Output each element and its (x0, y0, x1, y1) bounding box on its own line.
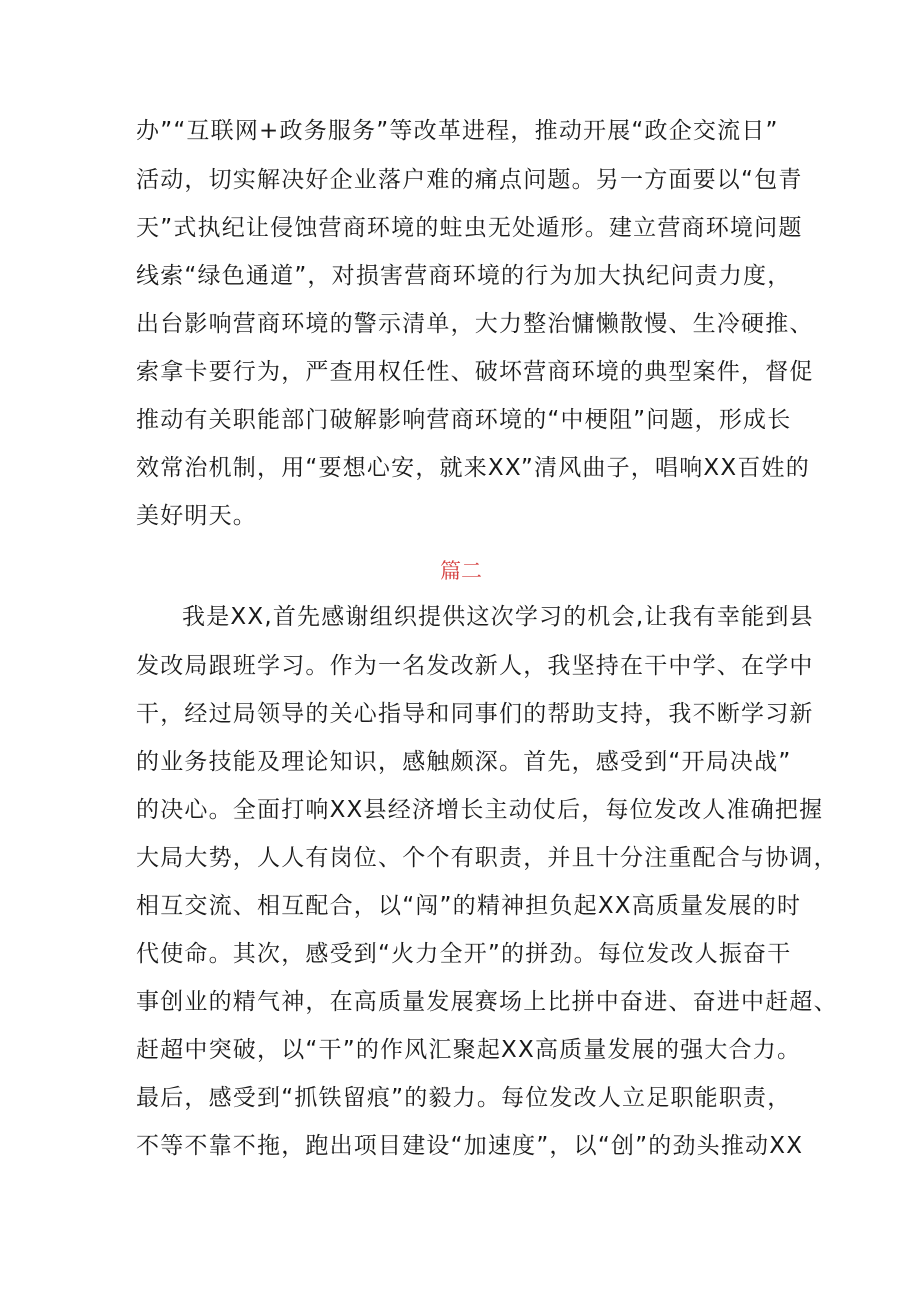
paragraph-line: 效常治机制，用“要想心安，就来XX”清风曲子，唱响XX百姓的 (136, 455, 810, 481)
paragraph-line: 索拿卡要行为，严查用权任性、破坏营商环境的典型案件，督促 (136, 359, 814, 385)
paragraph-line: 赶超中突破，以“干”的作风汇聚起XX高质量发展的强大合力。 (136, 1037, 802, 1063)
paragraph-line: 美好明天。 (136, 503, 257, 529)
paragraph-line: 出台影响营商环境的警示清单，大力整治慵懒散慢、生冷硬推、 (136, 311, 814, 337)
paragraph-line: 相互交流、相互配合，以“闯”的精神担负起XX高质量发展的时 (136, 893, 802, 919)
paragraph-line: 活动，切实解决好企业落户难的痛点问题。另一方面要以“包青 (136, 167, 803, 193)
paragraph-line: 干，经过局领导的关心指导和同事们的帮助支持，我不断学习新 (136, 701, 814, 727)
paragraph-first-line: 我是XX,首先感谢组织提供这次学习的机会,让我有幸能到县 (182, 604, 814, 630)
paragraph-line: 天”式执纪让侵蚀营商环境的蛀虫无处遁形。建立营商环境问题 (136, 215, 803, 241)
paragraph-line: 办”“互联网+政务服务”等改革进程，推动开展“政企交流日” (136, 118, 779, 144)
paragraph-line: 最后，感受到“抓铁留痕”的毅力。每位发改人立足职能职责， (136, 1085, 792, 1111)
paragraph-line: 事创业的精气神，在高质量发展赛场上比拼中奋进、奋进中赶超、 (136, 989, 838, 1015)
section-heading: 篇二 (440, 559, 482, 583)
paragraph-line: 代使命。其次，感受到“火力全开”的拼劲。每位发改人振奋干 (136, 941, 792, 967)
paragraph-line: 发改局跟班学习。作为一名发改新人，我坚持在干中学、在学中 (136, 653, 814, 679)
paragraph-line: 不等不靠不拖，跑出项目建设“加速度”，以“创”的劲头推动XX (136, 1133, 804, 1159)
paragraph-line: 推动有关职能部门破解影响营商环境的“中梗阻”问题，形成长 (136, 407, 792, 433)
paragraph-line: 的业务技能及理论知识，感触颇深。首先，感受到“开局决战” (136, 749, 792, 775)
paragraph-line: 大局大势，人人有岗位、个个有职责，并且十分注重配合与协调， (136, 845, 838, 871)
paragraph-line: 线索“绿色通道”，对损害营商环境的行为加大执纪问责力度， (136, 263, 792, 289)
paragraph-line: 的决心。全面打响XX县经济增长主动仗后，每位发改人准确把握 (136, 797, 824, 823)
